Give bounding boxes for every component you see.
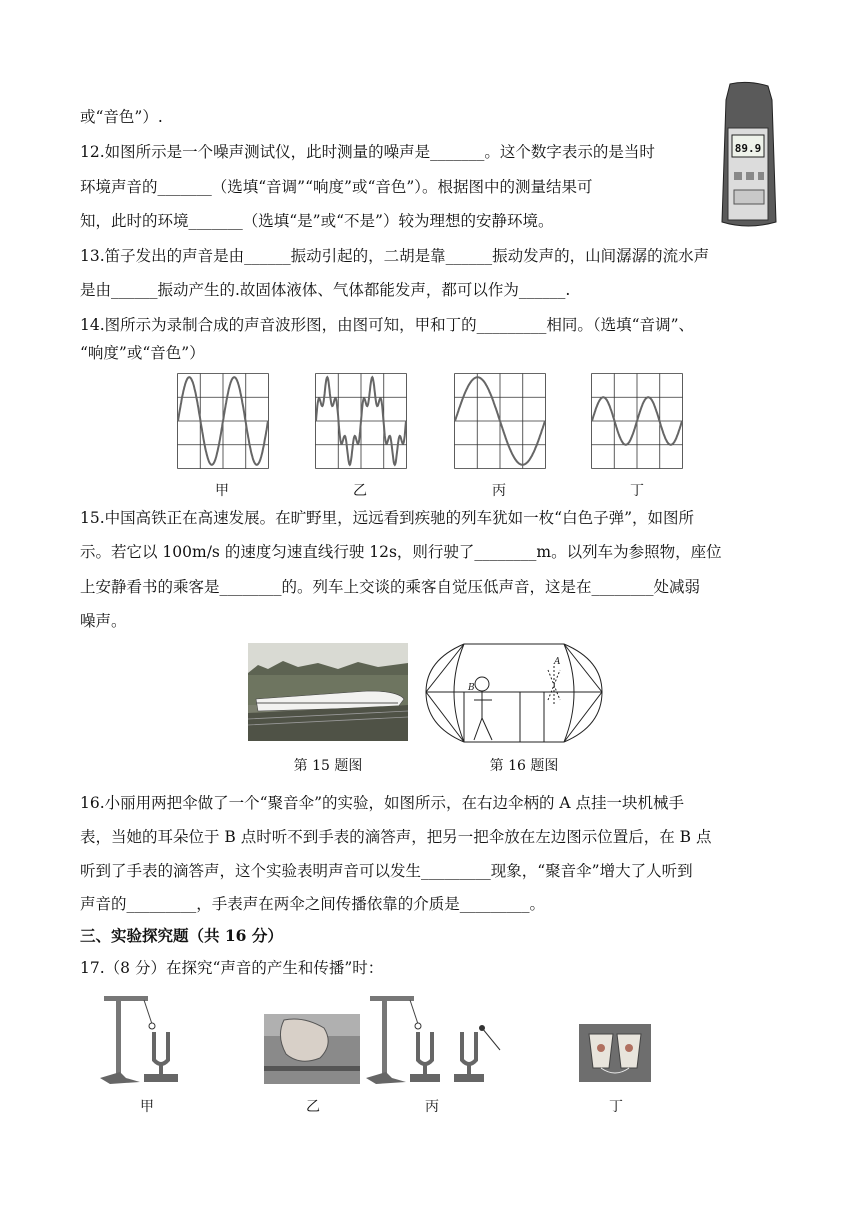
question-12-line-1: 12.如图所示是一个噪声测试仪，此时测量的噪声是_______。这个数字表示的是当时 — [80, 143, 655, 161]
fig17-label-jia: 甲 — [140, 1099, 154, 1115]
question-15-line-2: 示。若它以 100m/s 的速度匀速直线行驶 12s，则行驶了________m。以列车为参照物，座位 — [80, 543, 722, 561]
question-17-line-1: 17.（8 分）在探究“声音的产生和传播”时： — [80, 959, 384, 977]
hand-on-surface-photo-yi — [264, 1014, 360, 1084]
fig17-label-ding: 丁 — [609, 1099, 623, 1115]
train-photo — [248, 643, 408, 741]
section-heading: 三、实验探究题（共 16 分） — [80, 926, 283, 945]
question-15-line-3: 上安静看书的乘客是________的。列车上交谈的乘客自觉压低声音，这是在________处减弱 — [80, 578, 701, 596]
waveform-label-yi: 乙 — [353, 483, 367, 499]
umbrella-experiment-diagram — [424, 640, 604, 745]
question-16-line-2: 表，当她的耳朵位于 B 点时听不到手表的滴答声，把另一把伞放在左边图示位置后，在 B 点 — [80, 828, 712, 846]
waveform-jia — [177, 373, 269, 469]
question-13-line-1: 13.笛子发出的声音是由______振动引起的，二胡是靠______振动发声的，山间潺潺的流水声 — [80, 247, 710, 265]
question-14-line-1: 14.图所示为录制合成的声音波形图，由图可知，甲和丁的_________相同。（选填“音调”、 — [80, 316, 695, 334]
fig15-caption: 第 15 题图 — [293, 758, 363, 774]
question-16-line-4: 声音的_________，手表声在两伞之间传播依靠的介质是_________。 — [80, 895, 546, 913]
question-12-line-3: 知，此时的环境_______（选填“是”或“不是”）较为理想的安静环境。 — [80, 212, 554, 230]
question-14-line-2: “响度”或“音色”） — [80, 344, 205, 362]
fig16-caption: 第 16 题图 — [489, 758, 559, 774]
waveform-label-jia: 甲 — [215, 483, 229, 499]
fig17-label-yi: 乙 — [306, 1099, 320, 1115]
waveform-label-ding: 丁 — [630, 483, 644, 499]
question-12-line-2: 环境声音的_______（选填“音调”“响度”或“音色”）。根据图中的测量结果可 — [80, 178, 593, 196]
paper-cups-photo-ding — [579, 1024, 651, 1082]
meter-reading: 89.9 — [734, 142, 762, 155]
waveform-yi — [315, 373, 407, 469]
fig17-label-bing: 丙 — [425, 1099, 439, 1115]
question-15-line-1: 15.中国高铁正在高速发展。在旷野里，远远看到疾驰的列车犹如一枚“白色子弹”，如图所 — [80, 509, 695, 527]
label-a: A — [554, 657, 561, 667]
waveform-ding — [591, 373, 683, 469]
two-tuning-forks-bing — [366, 992, 502, 1087]
question-16-line-3: 听到了手表的滴答声，这个实验表明声音可以发生_________现象，“聚音伞”增大了人听到 — [80, 862, 693, 880]
question-13-line-2: 是由______振动产生的.故固体液体、气体都能发声，都可以作为______. — [80, 281, 571, 299]
question-15-line-4: 噪声。 — [80, 612, 127, 630]
waveform-bing — [454, 373, 546, 469]
text-line: 或“音色”）. — [80, 108, 163, 126]
label-b: B — [468, 683, 475, 693]
noise-meter-image — [716, 80, 780, 230]
question-16-line-1: 16.小丽用两把伞做了一个“聚音伞”的实验，如图所示，在右边伞柄的 A 点挂一块机械手 — [80, 794, 685, 812]
waveform-label-bing: 丙 — [492, 483, 506, 499]
tuning-fork-apparatus-jia — [100, 992, 190, 1087]
